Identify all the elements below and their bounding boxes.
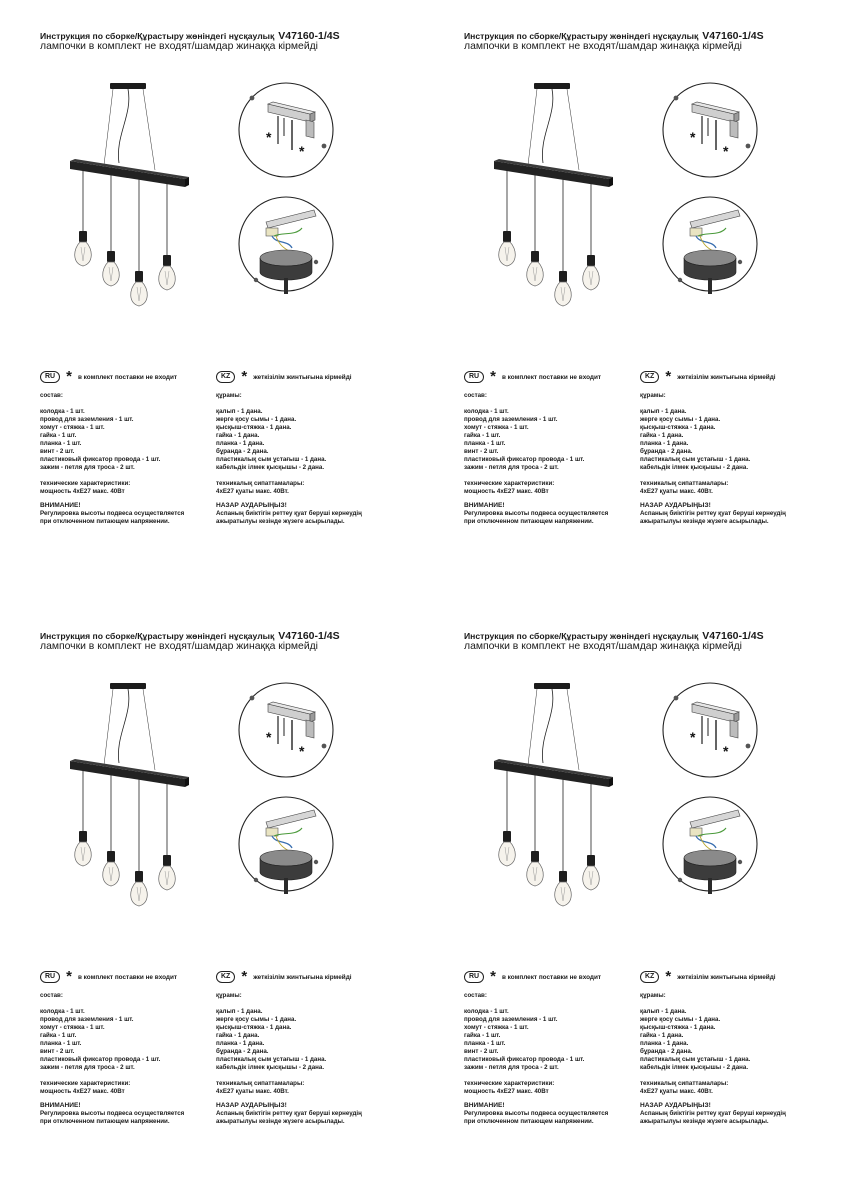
list-item: жерге қосу сымы - 1 дана. <box>640 1016 721 1023</box>
specs-value: мощность 4хЕ27 макс. 40Вт <box>40 1088 125 1095</box>
specs-value: 4хЕ27 қуаты макс. 40Вт. <box>640 488 713 495</box>
warning-line: Аспаның биіктігін реттеу қуат беруші кернеудің <box>640 1110 786 1117</box>
composition-ru <box>464 392 608 526</box>
list-item: провод для заземления - 1 шт. <box>464 416 558 423</box>
list-item: гайка - 1 шт. <box>464 1032 501 1039</box>
star-mark: * <box>66 368 72 385</box>
list-item: планка - 1 дана. <box>640 1040 689 1047</box>
list-item: гайка - 1 шт. <box>40 1032 77 1039</box>
composition-ru <box>40 992 184 1126</box>
star-mark: * <box>665 968 672 985</box>
model-number: V47160-1/4S <box>278 630 340 642</box>
legend-kz-text: жеткізілім жинтығына кірмейді <box>253 973 352 981</box>
sheet-subtitle: лампочки в комплект не входят/шамдар жинаққа кірмейді <box>40 41 318 52</box>
kz-badge: KZ <box>640 371 659 383</box>
warning-title: ВНИМАНИЕ! <box>40 502 81 509</box>
list-item: хомут - стяжка - 1 шт. <box>464 1024 529 1031</box>
pendant-lamp-illustration <box>479 75 624 315</box>
specs-title: технические характеристики: <box>464 1080 555 1087</box>
list-item: жерге қосу сымы - 1 дана. <box>640 416 721 423</box>
list-item: бұранда - 2 дана. <box>216 448 269 455</box>
kz-badge: KZ <box>216 371 235 383</box>
list-item: гайка - 1 дана. <box>640 1032 684 1039</box>
composition-kz <box>216 392 362 526</box>
specs-title: технические характеристики: <box>40 480 131 487</box>
list-item: қалып - 1 дана. <box>216 408 263 415</box>
composition-title: состав: <box>40 392 63 399</box>
list-item: қысқыш-стяжка - 1 дана. <box>216 424 292 431</box>
list-item: колодка - 1 шт. <box>40 408 85 415</box>
star-mark: * <box>690 129 696 145</box>
list-item: қалып - 1 дана. <box>640 1008 687 1015</box>
sheet-subtitle: лампочки в комплект не входят/шамдар жинаққа кірмейді <box>464 641 742 652</box>
pendant-lamp-illustration <box>55 675 200 915</box>
ru-badge: RU <box>40 971 60 983</box>
list-item: гайка - 1 шт. <box>40 432 77 439</box>
list-item: гайка - 1 дана. <box>640 432 684 439</box>
list-item: зажим - петля для троса - 2 шт. <box>40 464 135 471</box>
legend-kz <box>640 968 776 985</box>
list-item: хомут - стяжка - 1 шт. <box>40 1024 105 1031</box>
legend-ru-text: в комплект поставки не входит <box>501 973 602 981</box>
legend-ru <box>40 968 178 985</box>
specs-value: мощность 4хЕ27 макс. 40Вт <box>40 488 125 495</box>
legend-ru <box>464 368 602 385</box>
list-item: провод для заземления - 1 шт. <box>40 1016 134 1023</box>
star-mark: * <box>490 968 496 985</box>
instruction-sheet <box>424 0 848 600</box>
star-mark: * <box>299 143 305 159</box>
list-item: бұранда - 2 дана. <box>640 448 693 455</box>
title-text: Инструкция по сборке/Құрастыру жөніндегі нұсқаулық <box>464 631 699 641</box>
warning-line: при отключенном питающем напряжении. <box>40 518 170 525</box>
list-item: пластиковый фиксатор провода - 1 шт. <box>40 1056 161 1063</box>
list-item: пластикалық сым ұстағыш - 1 дана. <box>216 456 327 463</box>
specs-title: техникалық сипаттамалары: <box>640 480 729 487</box>
list-item: планка - 1 дана. <box>216 440 265 447</box>
list-item: зажим - петля для троса - 2 шт. <box>464 1064 559 1071</box>
specs-title: техникалық сипаттамалары: <box>640 1080 729 1087</box>
pendant-lamp-illustration <box>55 75 200 315</box>
list-item: колодка - 1 шт. <box>464 1008 509 1015</box>
legend-kz <box>216 968 352 985</box>
mounting-bracket-detail <box>660 80 760 180</box>
composition-title: состав: <box>40 992 63 999</box>
star-mark: * <box>690 729 696 745</box>
list-item: қалып - 1 дана. <box>640 408 687 415</box>
list-item: кабельдік ілмек қысқышы - 2 дана. <box>216 464 325 471</box>
title-text: Инструкция по сборке/Құрастыру жөніндегі нұсқаулық <box>40 31 275 41</box>
star-mark: * <box>723 143 729 159</box>
list-item: жерге қосу сымы - 1 дана. <box>216 416 297 423</box>
list-item: винт - 2 шт. <box>40 448 75 455</box>
model-number: V47160-1/4S <box>702 630 764 642</box>
list-item: кабельдік ілмек қысқышы - 2 дана. <box>216 1064 325 1071</box>
composition-title: құрамы: <box>216 392 242 399</box>
list-item: планка - 1 шт. <box>464 440 506 447</box>
warning-line: ажыратылуы кезінде жүзеге асырылады. <box>216 518 345 525</box>
composition-title: құрамы: <box>640 992 666 999</box>
star-mark: * <box>723 743 729 759</box>
instruction-sheet <box>0 600 424 1200</box>
list-item: пластикалық сым ұстағыш - 1 дана. <box>640 456 751 463</box>
list-item: хомут - стяжка - 1 шт. <box>464 424 529 431</box>
list-item: планка - 1 дана. <box>640 440 689 447</box>
legend-ru-text: в комплект поставки не входит <box>77 373 178 381</box>
mounting-bracket-detail <box>236 680 336 780</box>
star-mark: * <box>266 729 272 745</box>
list-item: винт - 2 шт. <box>40 1048 75 1055</box>
specs-value: мощность 4хЕ27 макс. 40Вт <box>464 488 549 495</box>
mounting-bracket-detail <box>660 680 760 780</box>
specs-value: 4хЕ27 қуаты макс. 40Вт. <box>216 488 289 495</box>
kz-badge: KZ <box>640 971 659 983</box>
list-item: қалып - 1 дана. <box>216 1008 263 1015</box>
composition-title: состав: <box>464 392 487 399</box>
specs-value: мощность 4хЕ27 макс. 40Вт <box>464 1088 549 1095</box>
list-item: планка - 1 дана. <box>216 1040 265 1047</box>
mounting-bracket-detail <box>236 80 336 180</box>
list-item: планка - 1 шт. <box>464 1040 506 1047</box>
warning-line: Регулировка высоты подвеса осуществляется <box>40 510 185 517</box>
specs-value: 4хЕ27 қуаты макс. 40Вт. <box>640 1088 713 1095</box>
title-text: Инструкция по сборке/Құрастыру жөніндегі нұсқаулық <box>464 31 699 41</box>
list-item: колодка - 1 шт. <box>40 1008 85 1015</box>
list-item: қысқыш-стяжка - 1 дана. <box>640 1024 716 1031</box>
star-mark: * <box>266 129 272 145</box>
legend-ru <box>464 968 602 985</box>
warning-title: НАЗАР АУДАРЫҢЫЗ! <box>216 502 287 509</box>
wiring-canopy-detail <box>236 192 336 302</box>
warning-line: при отключенном питающем напряжении. <box>464 1118 594 1125</box>
specs-title: технические характеристики: <box>40 1080 131 1087</box>
list-item: хомут - стяжка - 1 шт. <box>40 424 105 431</box>
legend-ru-text: в комплект поставки не входит <box>501 373 602 381</box>
list-item: қысқыш-стяжка - 1 дана. <box>216 1024 292 1031</box>
wiring-canopy-detail <box>236 792 336 902</box>
legend-kz <box>216 368 352 385</box>
warning-line: Аспаның биіктігін реттеу қуат беруші кернеудің <box>640 510 786 517</box>
list-item: зажим - петля для троса - 2 шт. <box>40 1064 135 1071</box>
composition-kz <box>640 392 786 526</box>
sheet-subtitle: лампочки в комплект не входят/шамдар жинаққа кірмейді <box>40 641 318 652</box>
composition-title: құрамы: <box>216 992 242 999</box>
legend-kz-text: жеткізілім жинтығына кірмейді <box>677 973 776 981</box>
list-item: планка - 1 шт. <box>40 1040 82 1047</box>
kz-badge: KZ <box>216 971 235 983</box>
list-item: бұранда - 2 дана. <box>216 1048 269 1055</box>
wiring-canopy-detail <box>660 792 760 902</box>
list-item: пластиковый фиксатор провода - 1 шт. <box>464 1056 585 1063</box>
ru-badge: RU <box>40 371 60 383</box>
warning-title: НАЗАР АУДАРЫҢЫЗ! <box>640 502 711 509</box>
list-item: зажим - петля для троса - 2 шт. <box>464 464 559 471</box>
list-item: кабельдік ілмек қысқышы - 2 дана. <box>640 1064 749 1071</box>
star-mark: * <box>66 968 72 985</box>
star-mark: * <box>241 368 248 385</box>
pendant-lamp-illustration <box>479 675 624 915</box>
warning-line: Регулировка высоты подвеса осуществляется <box>464 1110 609 1117</box>
list-item: бұранда - 2 дана. <box>640 1048 693 1055</box>
ru-badge: RU <box>464 371 484 383</box>
list-item: пластикалық сым ұстағыш - 1 дана. <box>216 1056 327 1063</box>
warning-line: ажыратылуы кезінде жүзеге асырылады. <box>640 518 769 525</box>
composition-title: состав: <box>464 992 487 999</box>
composition-kz <box>640 992 786 1126</box>
warning-line: при отключенном питающем напряжении. <box>40 1118 170 1125</box>
list-item: винт - 2 шт. <box>464 448 499 455</box>
legend-kz <box>640 368 776 385</box>
composition-ru <box>40 392 184 526</box>
list-item: қысқыш-стяжка - 1 дана. <box>640 424 716 431</box>
list-item: провод для заземления - 1 шт. <box>464 1016 558 1023</box>
list-item: жерге қосу сымы - 1 дана. <box>216 1016 297 1023</box>
star-mark: * <box>490 368 496 385</box>
list-item: пластикалық сым ұстағыш - 1 дана. <box>640 1056 751 1063</box>
ru-badge: RU <box>464 971 484 983</box>
legend-kz-text: жеткізілім жинтығына кірмейді <box>677 373 776 381</box>
specs-title: технические характеристики: <box>464 480 555 487</box>
title-text: Инструкция по сборке/Құрастыру жөніндегі нұсқаулық <box>40 631 275 641</box>
list-item: гайка - 1 дана. <box>216 1032 260 1039</box>
list-item: винт - 2 шт. <box>464 1048 499 1055</box>
legend-kz-text: жеткізілім жинтығына кірмейді <box>253 373 352 381</box>
model-number: V47160-1/4S <box>702 30 764 42</box>
model-number: V47160-1/4S <box>278 30 340 42</box>
star-mark: * <box>241 968 248 985</box>
list-item: планка - 1 шт. <box>40 440 82 447</box>
list-item: гайка - 1 дана. <box>216 432 260 439</box>
list-item: колодка - 1 шт. <box>464 408 509 415</box>
specs-title: техникалық сипаттамалары: <box>216 1080 305 1087</box>
composition-ru <box>464 992 608 1126</box>
list-item: пластиковый фиксатор провода - 1 шт. <box>464 456 585 463</box>
list-item: кабельдік ілмек қысқышы - 2 дана. <box>640 464 749 471</box>
star-mark: * <box>665 368 672 385</box>
legend-ru-text: в комплект поставки не входит <box>77 973 178 981</box>
list-item: гайка - 1 шт. <box>464 432 501 439</box>
specs-value: 4хЕ27 қуаты макс. 40Вт. <box>216 1088 289 1095</box>
warning-line: Регулировка высоты подвеса осуществляется <box>40 1110 185 1117</box>
warning-title: ВНИМАНИЕ! <box>40 1102 81 1109</box>
warning-title: ВНИМАНИЕ! <box>464 502 505 509</box>
composition-kz <box>216 992 362 1126</box>
warning-line: при отключенном питающем напряжении. <box>464 518 594 525</box>
warning-title: НАЗАР АУДАРЫҢЫЗ! <box>640 1102 711 1109</box>
sheet-subtitle: лампочки в комплект не входят/шамдар жинаққа кірмейді <box>464 41 742 52</box>
composition-title: құрамы: <box>640 392 666 399</box>
wiring-canopy-detail <box>660 192 760 302</box>
list-item: пластиковый фиксатор провода - 1 шт. <box>40 456 161 463</box>
warning-line: Аспаның биіктігін реттеу қуат беруші кернеудің <box>216 510 362 517</box>
specs-title: техникалық сипаттамалары: <box>216 480 305 487</box>
warning-title: ВНИМАНИЕ! <box>464 1102 505 1109</box>
star-mark: * <box>299 743 305 759</box>
warning-line: ажыратылуы кезінде жүзеге асырылады. <box>640 1118 769 1125</box>
instruction-sheet <box>424 600 848 1200</box>
instruction-sheet <box>0 0 424 600</box>
warning-line: ажыратылуы кезінде жүзеге асырылады. <box>216 1118 345 1125</box>
warning-line: Регулировка высоты подвеса осуществляется <box>464 510 609 517</box>
list-item: провод для заземления - 1 шт. <box>40 416 134 423</box>
warning-line: Аспаның биіктігін реттеу қуат беруші кернеудің <box>216 1110 362 1117</box>
warning-title: НАЗАР АУДАРЫҢЫЗ! <box>216 1102 287 1109</box>
legend-ru <box>40 368 178 385</box>
